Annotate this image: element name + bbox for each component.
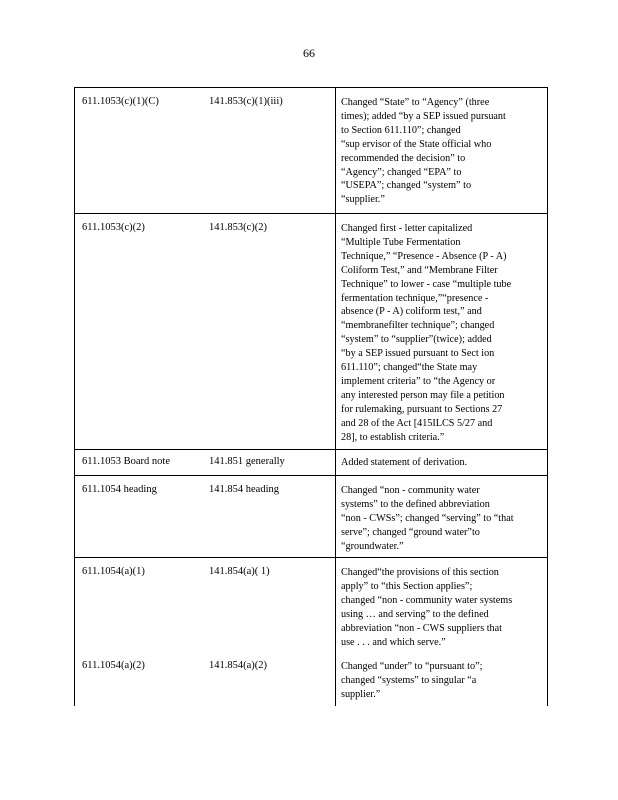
- description-cell: Changed “under” to “pursuant to”; changed “systems” to singular “a supplier.”: [335, 652, 547, 706]
- description-cell: Changed “non - community water systems” to the defined abbreviation “non - CWSs”; changed “serving” to “that serve”; changed “ground water”to “groundwater.”: [335, 476, 547, 557]
- state-section-cell: 611.1053(c)(2): [82, 222, 145, 233]
- derivation-table: [74, 87, 548, 706]
- state-section-cell: 611.1053 Board note: [82, 456, 170, 467]
- federal-section-cell: 141.854(a)(2): [209, 660, 268, 671]
- federal-section-cell: 141.854 heading: [209, 484, 279, 495]
- federal-section-cell: 141.854(a)( 1): [209, 566, 270, 577]
- state-section-cell: 611.1054(a)(1): [82, 566, 145, 577]
- table-row: [75, 558, 547, 652]
- state-section-cell: 611.1054 heading: [82, 484, 157, 495]
- page-number: 66: [303, 46, 315, 60]
- table-row: [75, 476, 547, 558]
- description-cell: Changed “State” to “Agency” (three times); added “by a SEP issued pursuant to Section 611.110”; changed “sup ervisor of the State official who recommended the decision” to “Agency”; changed “EPA” to “USEPA”; changed “system” to “supplier.”: [335, 88, 547, 213]
- federal-section-cell: 141.851 generally: [209, 456, 285, 467]
- state-section-cell: 611.1054(a)(2): [82, 660, 145, 671]
- description-cell: Changed“the provisions of this section apply” to “this Section applies”; changed “non - community water systems using … and serving” to the defined abbreviation “non - CWS suppliers that use . . . and which serve.”: [335, 558, 547, 652]
- federal-section-cell: 141.853(c)(2): [209, 222, 268, 233]
- table-row: [75, 88, 547, 214]
- federal-section-cell: 141.853(c)(1)(iii): [209, 96, 283, 107]
- table-row: [75, 652, 547, 706]
- table-row: [75, 450, 547, 476]
- state-section-cell: 611.1053(c)(1)(C): [82, 96, 159, 107]
- description-cell: Added statement of derivation.: [335, 450, 547, 475]
- table-row: [75, 214, 547, 450]
- description-cell: Changed first - letter capitalized “Multiple Tube Fermentation Technique,” “Presence - Absence (P - A) Coliform Test,” and “Membrane Filter Technique” to lower - case “multiple tube fermentation technique,”“presence - absence (P - A) coliform test,” and “membranefilter technique”; changed “system” to “supplier”(twice); added “by a SEP issued pursuant to Sect ion 611.110”; changed“the State may implement criteria” to “the Agency or any interested person may file a petition for rulemaking, pursuant to Sections 27 and 28 of the Act [415ILCS 5/27 and 28], to establish criteria.”: [335, 214, 547, 449]
